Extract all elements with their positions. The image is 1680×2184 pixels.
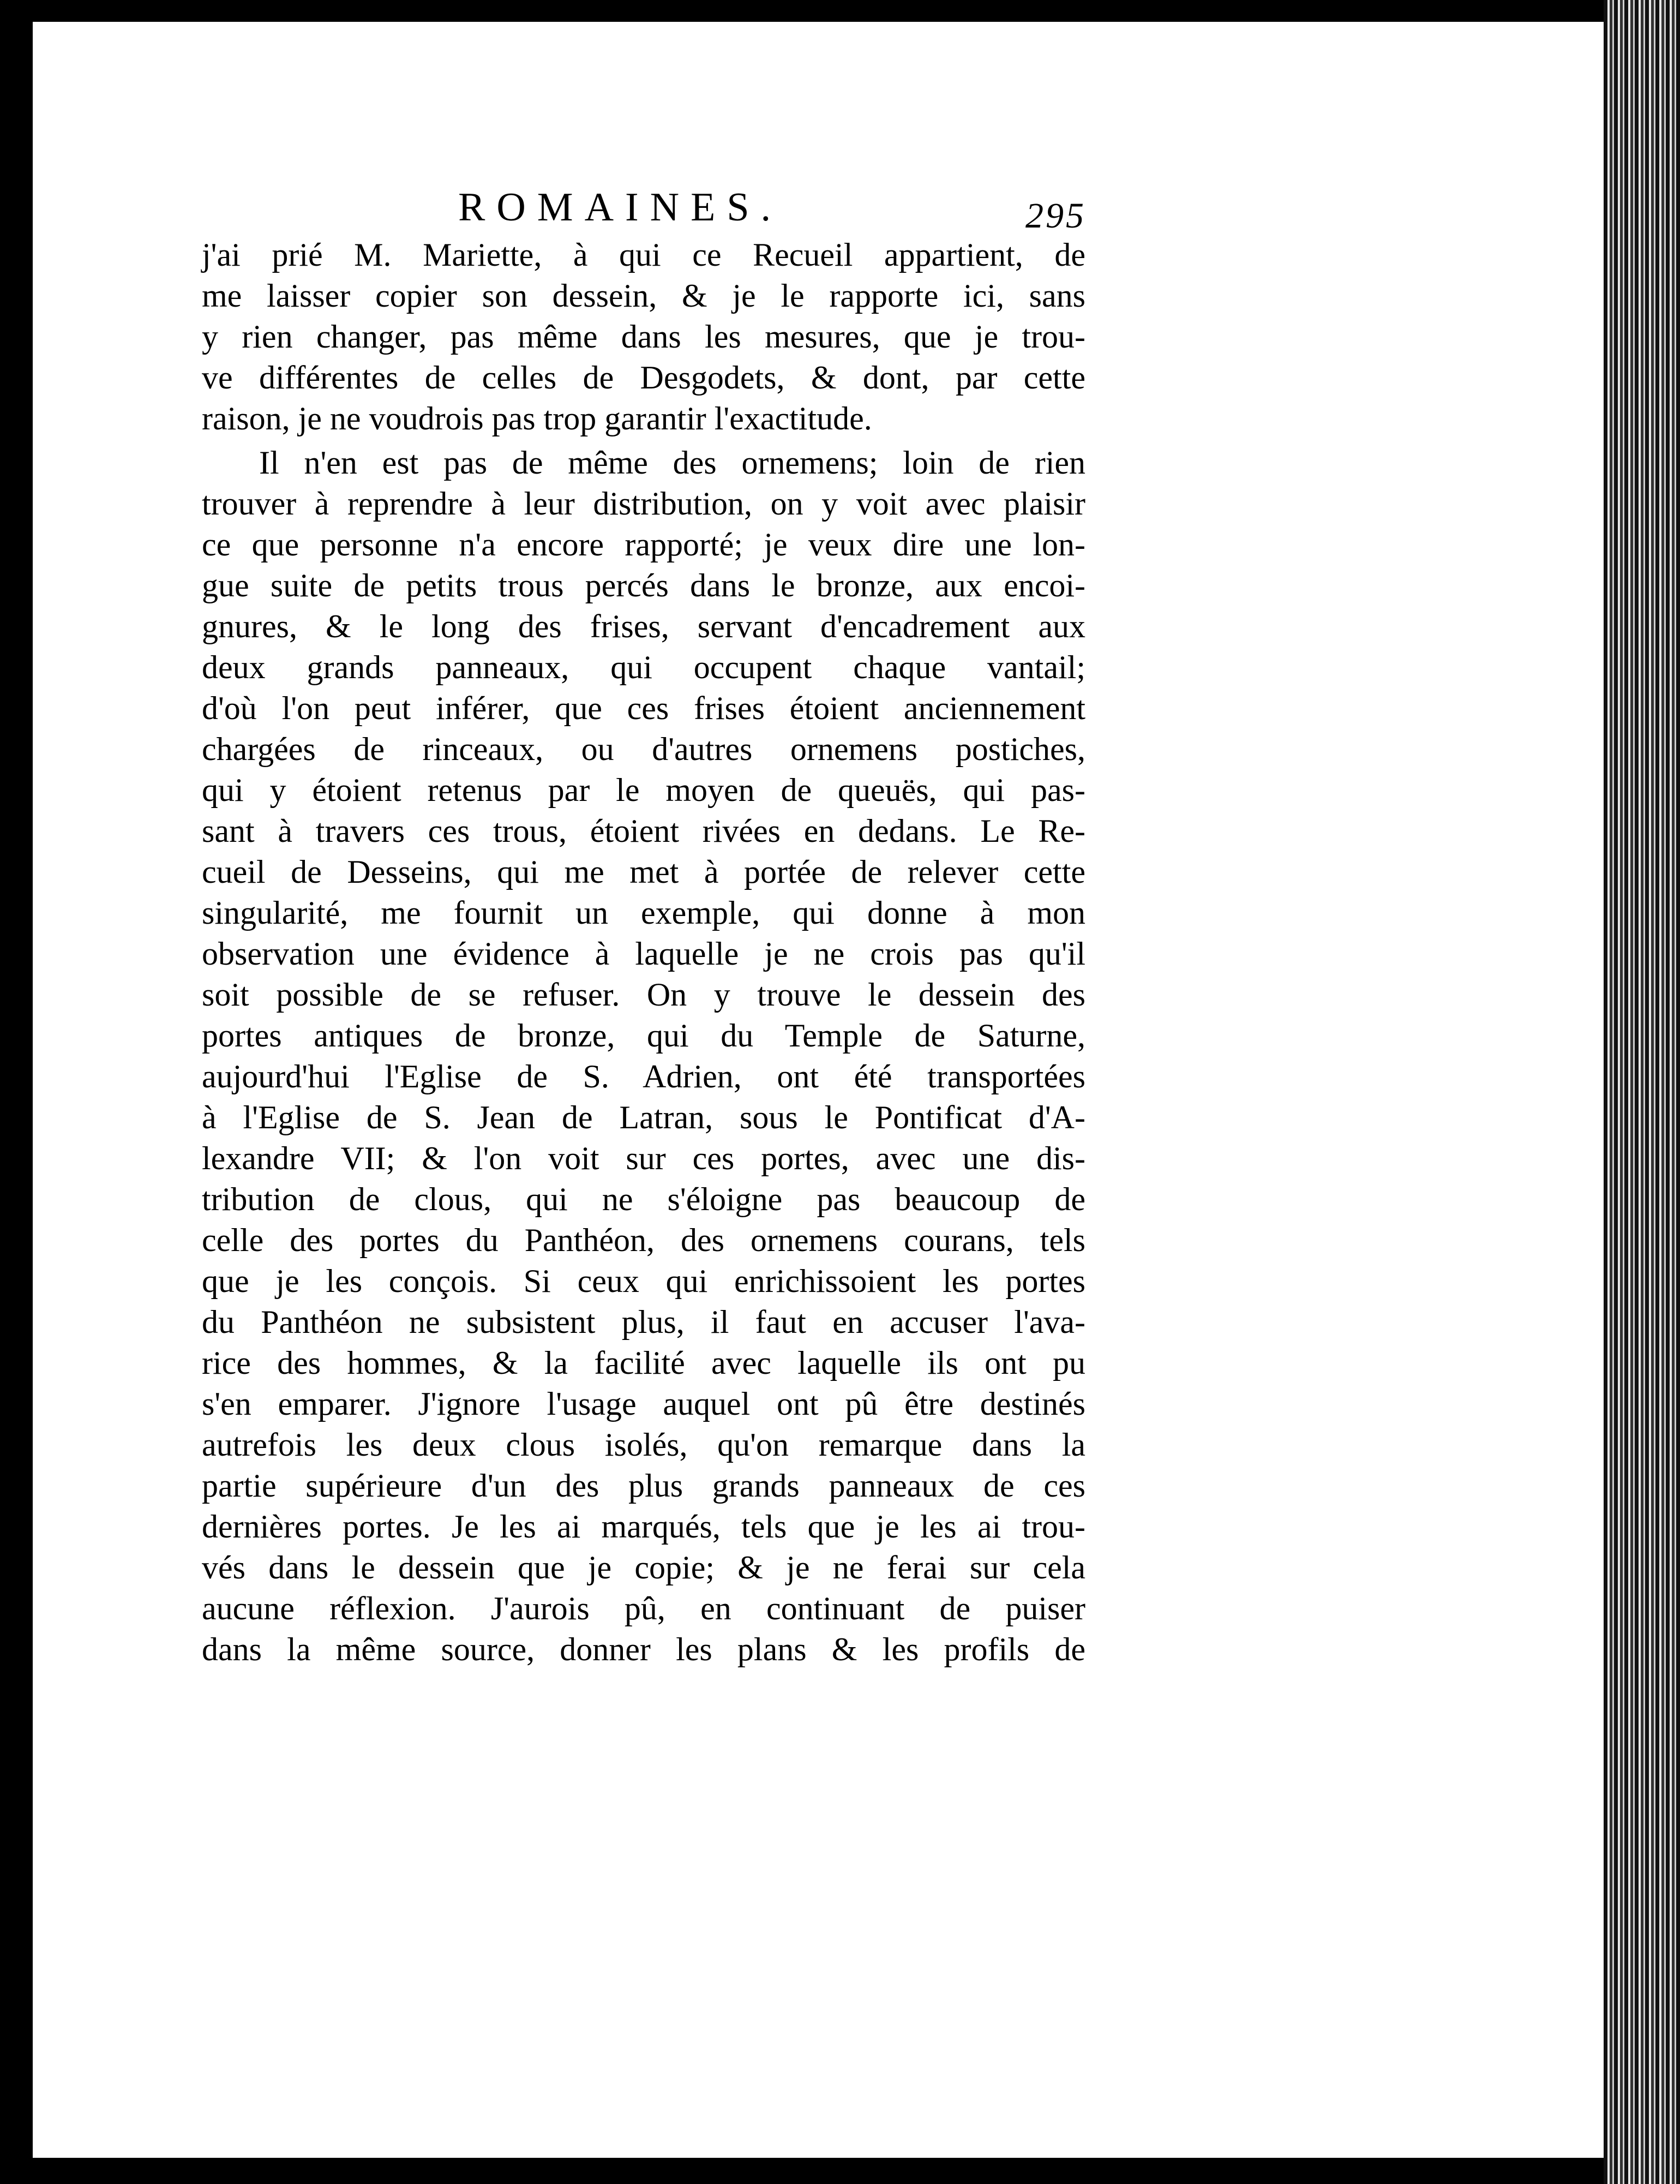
text-line: partie supérieure d'un des plus grands panneaux de ces — [202, 1468, 1085, 1504]
text-line: deux grands panneaux, qui occupent chaque vantail; — [202, 649, 1085, 685]
text-line: cueil de Desseins, qui me met à portée de relever cette — [202, 854, 1085, 890]
text-line: tribution de clous, qui ne s'éloigne pas beaucoup de — [202, 1181, 1085, 1217]
text-line: autrefois les deux clous isolés, qu'on remarque dans la — [202, 1427, 1085, 1463]
text-line: aucune réflexion. J'aurois pû, en continuant de puiser — [202, 1590, 1085, 1626]
text-line: que je les conçois. Si ceux qui enrichissoient les portes — [202, 1263, 1085, 1299]
text-line: ve différentes de celles de Desgodets, & dont, par cette — [202, 360, 1085, 396]
running-head: ROMAINES. — [458, 185, 782, 230]
text-line: ce que personne n'a encore rapporté; je veux dire une lon- — [202, 526, 1085, 563]
text-line: j'ai prié M. Mariette, à qui ce Recueil appartient, de — [202, 237, 1085, 273]
text-line: soit possible de se refuser. On y trouve le dessein des — [202, 977, 1085, 1013]
text-line: chargées de rinceaux, ou d'autres ornemens postiches, — [202, 731, 1085, 767]
text-line: aujourd'hui l'Eglise de S. Adrien, ont été transportées — [202, 1058, 1085, 1094]
text-line: sant à travers ces trous, étoient rivées en dedans. Le Re- — [202, 813, 1085, 849]
text-line: singularité, me fournit un exemple, qui donne à mon — [202, 895, 1085, 931]
text-line: vés dans le dessein que je copie; & je ne ferai sur cela — [202, 1549, 1085, 1585]
paragraph-2 — [202, 442, 1085, 1670]
text-line: Il n'en est pas de même des ornemens; loin de rien — [259, 445, 1085, 481]
text-line: me laisser copier son dessein, & je le rapporte ici, sans — [202, 278, 1085, 314]
page-number: 295 — [1025, 196, 1086, 236]
text-line: gnures, & le long des frises, servant d'encadrement aux — [202, 608, 1085, 644]
text-line: s'en emparer. J'ignore l'usage auquel ont pû être destinés — [202, 1386, 1085, 1422]
text-line: rice des hommes, & la facilité avec laquelle ils ont pu — [202, 1345, 1085, 1381]
text-line: portes antiques de bronze, qui du Temple de Saturne, — [202, 1018, 1085, 1054]
text-line: d'où l'on peut inférer, que ces frises étoient anciennement — [202, 690, 1085, 726]
text-line: trouver à reprendre à leur distribution, on y voit avec plaisir — [202, 486, 1085, 522]
page-edge-shadow — [1604, 0, 1680, 2184]
text-line: dans la même source, donner les plans & les profils de — [202, 1631, 1085, 1667]
text-line: gue suite de petits trous percés dans le bronze, aux encoi- — [202, 567, 1085, 603]
body-text — [202, 235, 1085, 1670]
text-line: celle des portes du Panthéon, des ornemens courans, tels — [202, 1222, 1085, 1258]
text-line: à l'Eglise de S. Jean de Latran, sous le Pontificat d'A- — [202, 1099, 1085, 1135]
text-line: qui y étoient retenus par le moyen de queuës, qui pas- — [202, 772, 1085, 808]
text-line: y rien changer, pas même dans les mesures, que je trou- — [202, 319, 1085, 355]
text-line: raison, je ne voudrois pas trop garantir l'exactitude. — [202, 400, 872, 436]
paragraph-1 — [202, 235, 1085, 439]
text-line: lexandre VII; & l'on voit sur ces portes, avec une dis- — [202, 1140, 1085, 1176]
text-line: du Panthéon ne subsistent plus, il faut en accuser l'ava- — [202, 1304, 1085, 1340]
text-line: observation une évidence à laquelle je ne crois pas qu'il — [202, 936, 1085, 972]
text-line: dernières portes. Je les ai marqués, tels que je les ai trou- — [202, 1509, 1085, 1545]
